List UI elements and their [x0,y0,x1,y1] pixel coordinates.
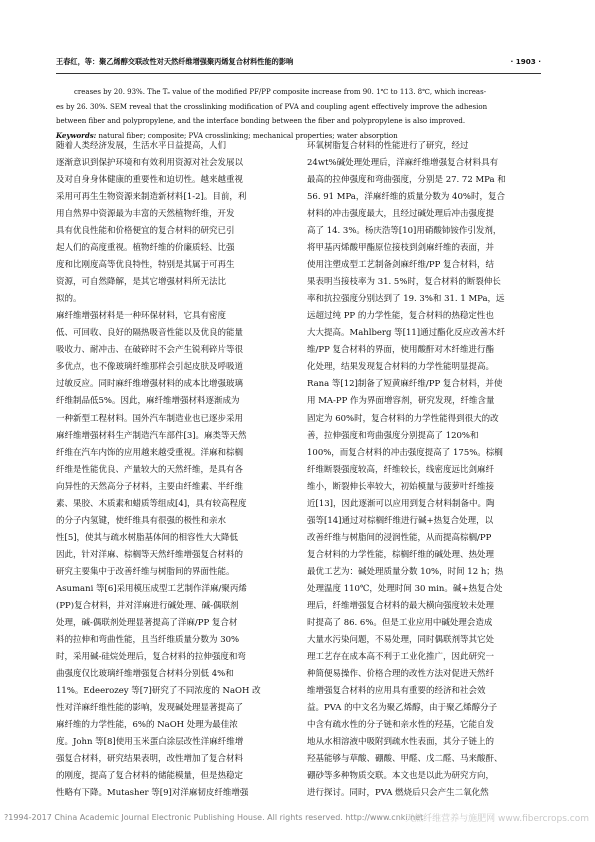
body-text-line: (PP)复合材料，并对洋麻进行碱处理、碱-偶联剂 [56,600,239,611]
body-text-line: 麻纤维增强材料是一种环保材料，它具有密度 [56,311,227,322]
body-text-line: 中含有疏水性的分子链和亲水性的羟基，它能自发 [307,720,495,731]
body-text-line: 研究主要集中于改善纤维与树脂间的界面性能。 [56,566,235,577]
body-text-line: 果表明当接枝率为 31. 5%时，复合材料的断裂伸长 [307,277,501,288]
body-text-line: 时提高了 86. 6%。但是工业应用中碱处理会造成 [307,617,493,628]
body-text-line: 益。PVA 的中文名为聚乙烯醇，由于聚乙烯醇分子 [307,703,498,714]
body-text-line: 复合材料的力学性能，棕榈纤维的碱处理、热处理 [307,549,495,560]
body-text-line: 逐渐意识到保护环境和有效利用资源对社会发展以 [56,158,244,169]
body-text-line: 的分子内氢键，使纤维具有很强的极性和亲水 [56,515,227,526]
body-text-line: 过敏反应。同时麻纤维增强材料的成本比增强玻璃 [56,379,244,390]
body-text-line: 吸收力、耐冲击、在破碎时不会产生锐利碎片等很 [56,345,244,356]
body-text-line: 低、可回收、良好的隔热吸音性能以及优良的能量 [56,328,244,339]
body-text-line: 近[13]，因此逐渐可以应用到复合材料制备中。陶 [307,498,495,509]
body-text-line: 远超过纯 PP 的力学性能，复合材料的热稳定性也 [307,311,494,322]
body-text-line: 随着人类经济发展，生活水平日益提高，人们 [56,141,227,151]
body-text-line: 维增强复合材料的应用具有重要的经济和社会效 [307,686,486,696]
body-text-line: 将甲基丙烯酸甲酯原位接枝到剑麻纤维的表面，并 [307,243,495,254]
body-text-line: 种简便易操作、价格合理的改性方法对促进天然纤 [307,668,495,679]
body-text-line: 一种新型工程材料。国外汽车制造业也已逐步采用 [56,413,244,424]
body-right-column [307,138,541,802]
footer-watermark: 天然纤维营养与施肥网 www.fibercrops.com [405,814,589,824]
body-text-line: 度。John 等[8]使用玉米蛋白涂层改性洋麻纤维增 [56,737,244,748]
header-rule [56,73,541,74]
body-text-line: 固定为 60%时，复合材料的力学性能得到很大的改 [307,413,499,424]
body-text-line: 化处理，结果发现复合材料的力学性能明显提高。 [307,362,495,373]
running-header [56,57,541,71]
body-text-line: 高了 14. 3%。杨庆浩等[10]用硝酸铈铵作引发剂， [307,226,502,237]
body-text-line: 使用注塑成型工艺制备剑麻纤维/PP 复合材料，结 [307,260,495,271]
footer-copyright: ?1994-2017 China Academic Journal Electronic Publishing House. All rights reserved. http://www.cnki.net [4,813,424,822]
body-text-line: 纤维断裂强度较高，纤维较长，线密度远比剑麻纤 [307,464,495,475]
body-text-line: 地从水相溶液中吸附到疏水性表面，其分子链上的 [307,737,495,748]
abstract-line: between fiber and polypropylene, and the interface bonding between the fiber and polypropylene is also improved. [56,117,466,126]
body-text-line: 时，采用碱-硅烷处理后，复合材料的拉伸强度和弯 [56,651,246,662]
page-number: · 1903 · [510,57,541,66]
body-text-line: 强复合材料，研究结果表明，改性增加了复合材料 [56,754,244,765]
body-text-line: 纤维制品低5%。因此，麻纤维增强材料逐渐成为 [56,396,240,407]
body-text-line: 理后，纤维增强复合材料的最大横向强度较未处理 [307,600,495,611]
page-footer [4,813,595,827]
body-text-line: 麻纤维的力学性能，6%的 NaOH 处理为最佳浓 [56,720,238,731]
body-text-line: 麻纤维增强材料生产制造汽车部件[3]。麻类等天然 [56,430,247,441]
body-text-line: 纤维在汽车内饰的应用越来越受重视。洋麻和棕榈 [56,447,244,458]
body-text-line: 曲强度仅比玻璃纤维增强复合材料分别低 4%和 [56,668,234,679]
body-text-line: 理工艺存在成本高不利于工业化推广，因此研究一 [307,651,495,662]
body-text-line: 处理温度 110℃，处理时间 30 min。碱+热复合处 [307,583,503,594]
body-text-line: 大量水污染问题，不易处理，同时偶联剂等其它处 [307,634,495,645]
body-text-line: 度和比刚度高等优良特性，特别是其属于可再生 [56,260,235,271]
body-text-line: 采用可再生生物资源来制造新材料[1-2]。目前，利 [56,192,247,203]
body-text-line: 硼砂等多种物质交联。本文也是以此为研究方向， [307,771,495,782]
body-text-line: 因此，针对洋麻、棕榈等天然纤维增强复合材料的 [56,549,244,560]
body-text-line: 率和抗拉强度分别达到了 19. 3%和 31. 1 MPa，远 [307,294,505,305]
body-text-line: 11%。Edeerozey 等[7]研究了不同浓度的 NaOH 改 [56,686,261,696]
body-text-line: Rana 等[12]制备了短黄麻纤维/PP 复合材料，并使 [307,379,503,390]
body-text-line: 羟基能够与草酸、硼酸、甲醛、戊二醛、马来酸酐、 [307,754,503,765]
body-text-line: 材料的冲击强度最大，且经过碱处理后冲击强度提 [307,209,495,220]
body-text-line: 具有优良性能和价格便宜的复合材料的研究已引 [56,226,235,237]
body-text-line: 最优工艺为：碱处理质量分数 10%，时间 12 h；热 [307,566,504,577]
body-text-line: 大大提高。Mahlberg 等[11]通过酯化反应改善木纤 [307,328,506,339]
body-text-line: 用自然界中资源最为丰富的天然植物纤维，开发 [56,209,235,220]
body-text-line: 善，拉伸强度和弯曲强度分别提高了 120%和 [307,430,479,441]
body-text-line: 进行探讨。同时，PVA 燃烧后只会产生二氧化然 [307,788,489,799]
body-text-line: 24wt%碱处理处理后，洋麻纤维增强复合材料具有 [307,158,499,169]
body-text-line: 起人们的高度重视。植物纤维的价廉质轻、比强 [56,243,235,254]
body-text-line: 纤维是性能优良、产量较大的天然纤维，是具有各 [56,464,244,475]
body-text-line: 强等[14]通过对棕榈纤维进行碱+热复合处理，以 [307,515,494,526]
body-text-line: Asumani 等[6]采用模压成型工艺制作洋麻/聚丙烯 [56,583,247,594]
body-text-line: 料的拉伸和弯曲性能，且当纤维质量分数为 30% [56,634,240,645]
body-text-line: 100%，而复合材料的冲击强度提高了 175%。棕榈 [307,447,503,458]
body-text-line: 性略有下降。Mutasher 等[9]对洋麻韧皮纤维增强 [56,788,249,799]
abstract-line: es by 26. 30%. SEM reveal that the crosslinking modification of PVA and coupling agent effectively improve the adhesion [56,102,488,111]
keywords-text: natural fiber; composite; PVA crosslinking; mechanical properties; water absorption [98,131,398,140]
body-text-line: 用 MA-PP 作为界面增容剂，研究发现，纤维含量 [307,396,495,407]
body-text-line: 素、果胶、木质素和蜡质等组成[4]，具有较高程度 [56,498,247,509]
body-text-line: 多优点，也不像玻璃纤维那样会引起皮肤及呼吸道 [56,362,244,373]
body-text-line: 向异性的天然高分子材料，主要由纤维素、半纤维 [56,481,244,492]
body-text-line: 性对洋麻纤维性能的影响，发现碱处理显著提高了 [56,703,244,714]
abstract-line: creases by 20. 93%. The Tₑ value of the modified PF/PP composite increase from 90. 1℃ to 113. 8℃, which increas- [74,88,487,96]
keywords-label: Keywords: [56,130,97,140]
body-text-line: 56. 91 MPa，洋麻纤维的质量分数为 40%时，复合 [307,192,505,203]
body-left-column [56,138,290,802]
running-title: 王春红，等：聚乙烯醇交联改性对天然纤维增强聚丙烯复合材料性能的影响 [56,57,294,66]
body-text-line: 维/PP 复合材料的界面，使用酸酐对木纤维进行酯 [307,345,495,356]
body-text-line: 维小，断裂伸长率较大，初始模量与菠萝叶纤维接 [307,481,495,492]
body-text-line: 的刚度，提高了复合材料的储能模量，但是热稳定 [56,771,244,782]
body-text-line: 及对自身身体健康的重要性和迫切性。越来越重视 [56,175,244,186]
body-text-line: 拟的。 [56,294,82,305]
body-text-line: 最高的拉伸强度和弯曲强度，分别是 27. 72 MPa 和 [307,175,506,186]
body-text-line: 处理，碱-偶联剂处理显著提高了洋麻/PP 复合材 [56,617,238,628]
abstract-continuation [56,85,541,143]
body-text-line: 资源，可自然降解，是其它增强材料所无法比 [56,277,227,288]
body-text-line: 性[5]，使其与疏水树脂基体间的相容性大大降低 [56,532,239,543]
body-text-line: 环氧树脂复合材料的性能进行了研究，经过 [307,141,469,151]
body-text-line: 改善纤维与树脂间的浸润性能，从而提高棕榈/PP [307,532,492,543]
